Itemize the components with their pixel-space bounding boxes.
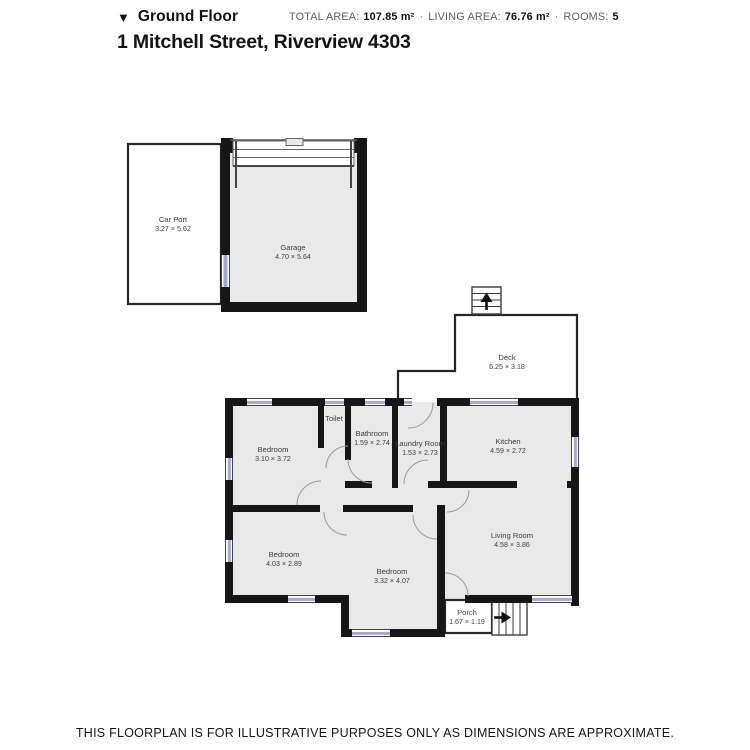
floor-label: Ground Floor <box>137 8 239 25</box>
toilet-label <box>325 414 344 423</box>
svg-text:3.32 × 4.07: 3.32 × 4.07 <box>374 577 410 585</box>
svg-text:4.70 × 5.64: 4.70 × 5.64 <box>275 253 311 261</box>
deck-stairs <box>472 287 501 314</box>
window <box>470 399 518 405</box>
svg-text:4.59 × 2.72: 4.59 × 2.72 <box>490 447 526 455</box>
svg-text:Bedroom: Bedroom <box>257 445 289 454</box>
rooms-value: 5 <box>612 11 619 23</box>
window <box>226 458 232 480</box>
window <box>532 596 572 602</box>
total-area-label: TOTAL AREA: <box>289 11 360 23</box>
svg-text:Toilet: Toilet <box>325 414 343 423</box>
window <box>222 255 229 287</box>
window <box>404 399 412 405</box>
svg-text:1.67 × 1.19: 1.67 × 1.19 <box>449 618 485 626</box>
svg-text:1.53 × 2.73: 1.53 × 2.73 <box>402 449 438 457</box>
porch-stairs <box>492 600 527 635</box>
svg-text:Kitchen: Kitchen <box>495 437 521 446</box>
window <box>288 596 315 602</box>
svg-text:Car Port: Car Port <box>158 215 188 224</box>
window <box>572 437 578 467</box>
address-title: 1 Mitchell Street, Riverview 4303 <box>117 31 411 53</box>
carport-room <box>128 144 221 304</box>
deck-room <box>398 315 577 404</box>
window <box>365 399 385 405</box>
svg-text:1.59 × 2.74: 1.59 × 2.74 <box>354 439 390 447</box>
living-area-label: LIVING AREA: <box>428 11 501 23</box>
svg-text:3.27 × 5.62: 3.27 × 5.62 <box>155 225 191 233</box>
svg-text:3.10 × 3.72: 3.10 × 3.72 <box>255 455 291 463</box>
svg-text:4.58 × 3.86: 4.58 × 3.86 <box>494 541 530 549</box>
svg-text:Bedroom: Bedroom <box>376 567 408 576</box>
svg-text:Living Room: Living Room <box>490 531 534 540</box>
collapse-triangle-icon[interactable]: ▼ <box>117 9 130 25</box>
stats-separator: · <box>419 11 424 23</box>
svg-text:Deck: Deck <box>498 353 516 362</box>
stats-separator: · <box>554 11 559 23</box>
svg-text:Bathroom: Bathroom <box>355 429 389 438</box>
window <box>352 630 390 636</box>
svg-text:6.25 × 3.18: 6.25 × 3.18 <box>489 363 525 371</box>
disclaimer-text: THIS FLOORPLAN IS FOR ILLUSTRATIVE PURPOSES ONLY AS DIMENSIONS ARE APPROXIMATE. <box>75 726 675 740</box>
window <box>325 399 344 405</box>
svg-text:4.03 × 2.89: 4.03 × 2.89 <box>266 560 302 568</box>
living-area-value: 76.76 m² <box>504 11 550 23</box>
svg-text:Garage: Garage <box>280 243 306 252</box>
svg-text:Bedroom: Bedroom <box>268 550 300 559</box>
rooms-label: ROOMS: <box>563 11 609 23</box>
svg-text:Laundry Room: Laundry Room <box>395 439 445 448</box>
window <box>247 399 272 405</box>
window <box>226 540 232 562</box>
garage-room <box>221 138 367 312</box>
total-area-value: 107.85 m² <box>363 11 415 23</box>
svg-text:Porch: Porch <box>457 608 477 617</box>
